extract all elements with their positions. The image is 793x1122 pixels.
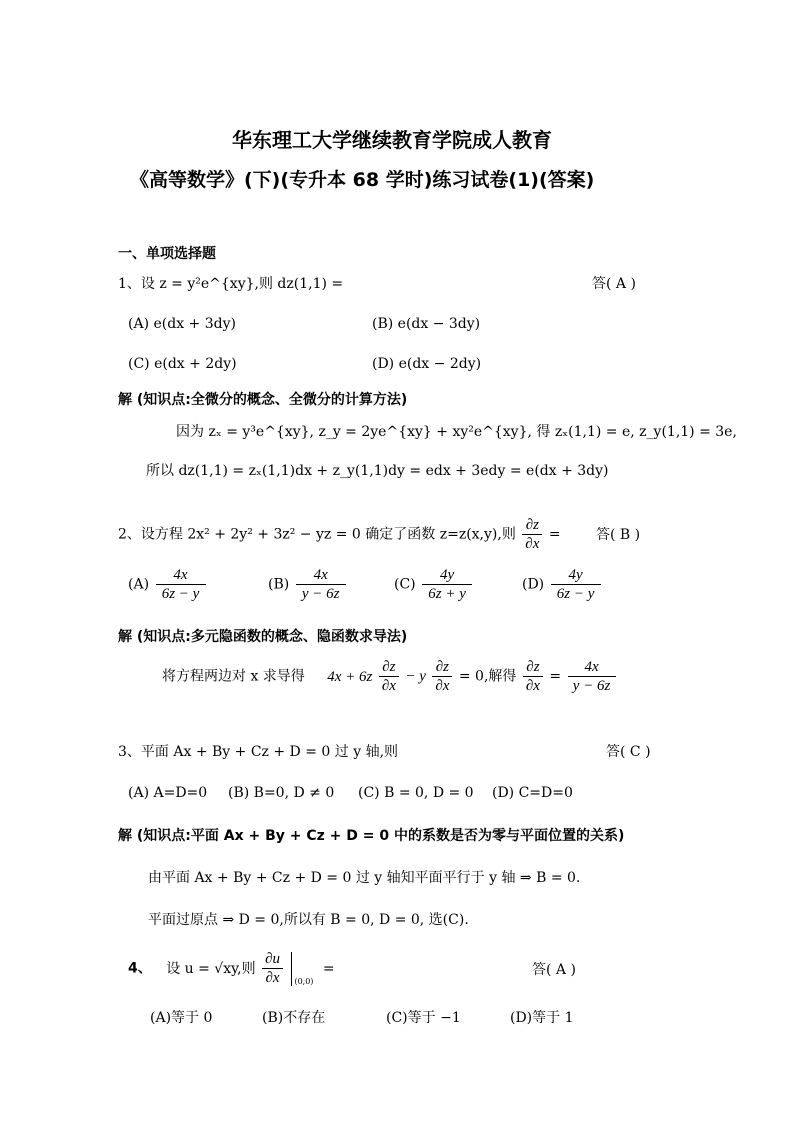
q2-solution-frac1 (379, 658, 399, 695)
q2-option-b-num: 4x (296, 566, 346, 585)
q2-stem-text: 2、设方程 2x² + 2y² + 3z² − yz = 0 确定了函数 z=z(x,y),则 (118, 526, 516, 543)
q2-option-d (522, 566, 603, 603)
q2-option-b-label: (B) (268, 576, 290, 593)
q3-option-d: (D) C=D=0 (492, 785, 573, 801)
q3-stem: 3、平面 Ax + By + Cz + D = 0 过 y 轴,则 (118, 744, 399, 760)
q2-solution-frac2-num: ∂z (432, 658, 452, 677)
q2-stem (118, 516, 561, 553)
q1-stem: 1、设 z = y²e^{xy},则 dz(1,1) = (118, 276, 344, 292)
q2-option-a-fraction (156, 566, 206, 603)
q2-option-d-label: (D) (522, 576, 545, 593)
q4-option-c: (C)等于 −1 (386, 1010, 461, 1026)
q4-evaluation-bar (291, 952, 314, 986)
q4-derivative-fraction (262, 950, 283, 987)
q1-option-a: (A) e(dx + 3dy) (128, 316, 236, 332)
q4-evaluation-point: (0,0) (294, 976, 314, 986)
q1-solution-heading: 解 (知识点:全微分的概念、全微分的计算方法) (118, 392, 408, 408)
q3-solution-heading: 解 (知识点:平面 Ax + By + Cz + D = 0 中的系数是否为零与平面位置的关系) (118, 828, 625, 844)
q4-number: 4、 (128, 960, 152, 977)
q1-option-b: (B) e(dx − 3dy) (372, 316, 481, 332)
q2-stem-denominator: ∂x (525, 536, 540, 552)
q2-option-b-fraction (296, 566, 346, 603)
q2-solution-frac2 (432, 658, 452, 695)
q3-option-a: (A) A=D=0 (128, 785, 208, 801)
q2-solution-term1: 4x + 6z (327, 668, 373, 685)
q1-solution-line1: 因为 zₓ = y³e^{xy}, z_y = 2ye^{xy} + xy²e^{xy}, 得 zₓ(1,1) = e, z_y(1,1) = 3e, (176, 424, 737, 440)
q2-solution-frac3-num: ∂z (523, 658, 543, 677)
q4-derivative-num: ∂u (262, 950, 283, 969)
q2-stem-fraction (522, 516, 542, 553)
page-title: 华东理工大学继续教育学院成人教育 (232, 128, 552, 152)
q4-stem-text: 设 u = √xy,则 (166, 960, 256, 977)
q2-option-c-label: (C) (394, 576, 416, 593)
q4-stem-equals: = (322, 960, 335, 977)
q4-option-a: (A)等于 0 (150, 1010, 213, 1026)
q2-option-d-num: 4y (551, 566, 601, 585)
q1-option-d: (D) e(dx − 2dy) (372, 356, 482, 372)
page-subtitle: 《高等数学》(下)(专升本 68 学时)练习试卷(1)(答案) (130, 169, 595, 191)
q1-option-c: (C) e(dx + 2dy) (128, 356, 237, 372)
q2-solution-frac4-num: 4x (568, 658, 616, 677)
q2-solution-line (162, 658, 618, 695)
q2-option-a (128, 566, 208, 603)
q2-solution-result-label: = 0,解得 (458, 668, 517, 685)
q2-solution-equals: = (549, 668, 562, 685)
q2-solution-frac3 (523, 658, 543, 695)
q2-solution-frac1-num: ∂z (379, 658, 399, 677)
q2-option-d-fraction (551, 566, 601, 603)
q1-answer: 答( A ) (592, 276, 636, 292)
q2-option-b (268, 566, 348, 603)
q2-option-c-den: 6z + y (428, 586, 466, 602)
q3-solution-line2: 平面过原点 ⇒ D = 0,所以有 B = 0, D = 0, 选(C). (148, 912, 469, 928)
q2-option-d-den: 6z − y (556, 586, 595, 602)
q2-stem-numerator: ∂z (522, 516, 542, 535)
q2-solution-frac1-den: ∂x (381, 678, 396, 694)
q2-option-a-label: (A) (128, 576, 150, 593)
q2-answer: 答( B ) (596, 527, 641, 543)
q4-option-d: (D)等于 1 (510, 1010, 574, 1026)
q2-option-a-den: 6z − y (161, 586, 200, 602)
q2-option-a-num: 4x (156, 566, 206, 585)
q4-option-b: (B)不存在 (262, 1010, 326, 1026)
q3-answer: 答( C ) (606, 744, 651, 760)
q2-option-c (394, 566, 474, 603)
q2-stem-equals: = (548, 526, 561, 543)
q2-solution-intro: 将方程两边对 x 求导得 (162, 668, 305, 685)
q2-solution-frac3-den: ∂x (525, 678, 540, 694)
q2-solution-frac4-den: y − 6z (572, 678, 611, 694)
q1-solution-line2: 所以 dz(1,1) = zₓ(1,1)dx + z_y(1,1)dy = edx + 3edy = e(dx + 3dy) (146, 463, 609, 479)
q4-stem (128, 950, 335, 987)
q2-solution-term2: − y (405, 668, 426, 685)
q4-derivative-den: ∂x (265, 970, 280, 986)
q2-solution-heading: 解 (知识点:多元隐函数的概念、隐函数求导法) (118, 629, 408, 645)
q2-option-c-fraction (422, 566, 472, 603)
section-heading: 一、单项选择题 (118, 246, 216, 262)
q2-solution-frac2-den: ∂x (435, 678, 450, 694)
q3-solution-line1: 由平面 Ax + By + Cz + D = 0 过 y 轴知平面平行于 y 轴 ⇒ B = 0. (148, 870, 581, 886)
q3-option-b: (B) B=0, D ≠ 0 (228, 785, 335, 801)
q3-option-c: (C) B = 0, D = 0 (358, 785, 474, 801)
q4-answer: 答( A ) (532, 962, 576, 978)
q2-option-c-num: 4y (422, 566, 472, 585)
q2-solution-frac4 (568, 658, 616, 695)
q2-option-b-den: y − 6z (301, 586, 340, 602)
